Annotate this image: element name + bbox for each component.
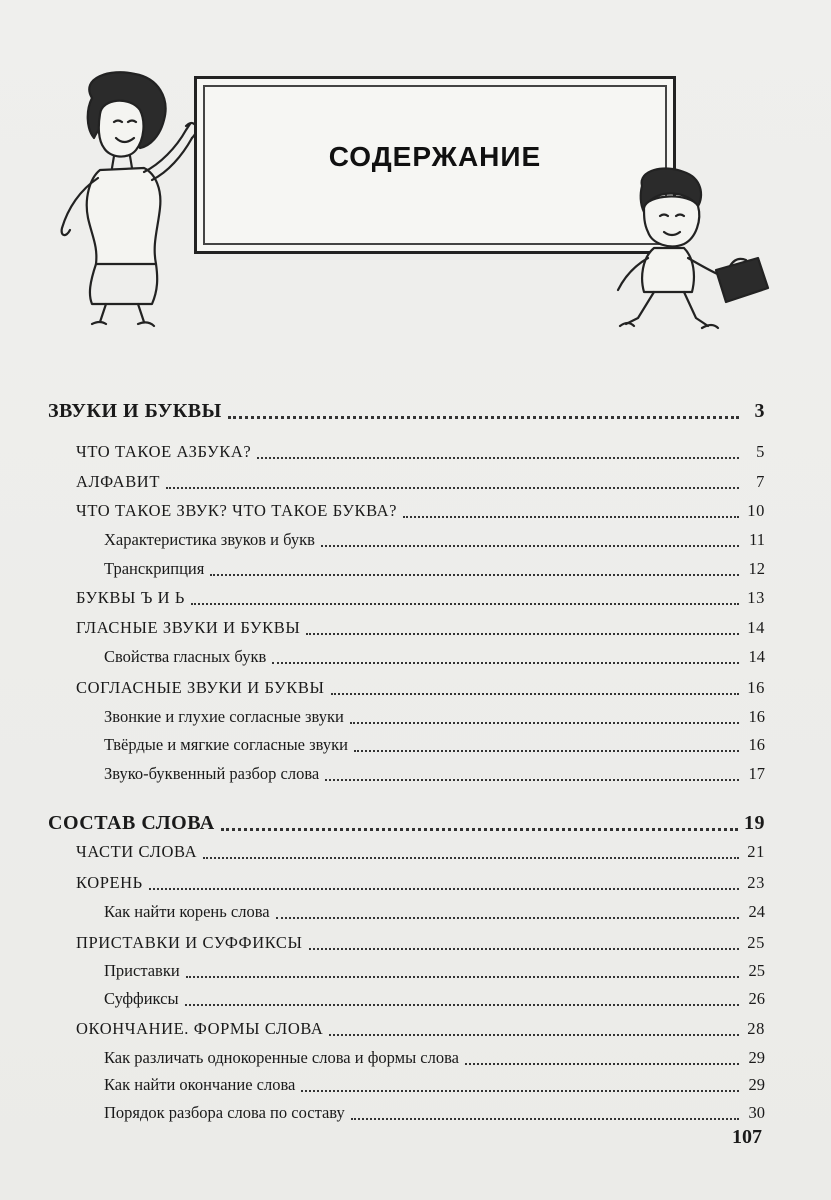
dot-leader: [228, 396, 739, 419]
toc-page-number: 10: [747, 500, 765, 520]
toc-entry-title: ЧТО ТАКОЕ ЗВУК? ЧТО ТАКОЕ БУКВА?: [76, 500, 398, 520]
toc-page-number: 19: [744, 812, 765, 834]
toc-page-number: 23: [747, 872, 765, 892]
toc-entry-title: СОСТАВ СЛОВА: [48, 812, 215, 834]
toc-section-heading: [48, 806, 765, 835]
toc-entry-title: ЧАСТИ СЛОВА: [76, 841, 198, 861]
dot-leader: [257, 440, 739, 459]
toc-page-number: 14: [748, 646, 765, 666]
toc-subtopic-row: [104, 898, 765, 922]
toc-subtopic-row: [104, 1071, 765, 1095]
dot-leader: [166, 470, 739, 489]
toc-entry-title: АЛФАВИТ: [76, 471, 161, 491]
teacher-illustration: [40, 68, 215, 336]
toc-chapter-row: [76, 1015, 765, 1039]
dot-leader: [306, 616, 739, 635]
toc-chapter-row: [76, 869, 765, 893]
toc-page-number: 12: [748, 558, 765, 578]
dot-leader: [350, 705, 739, 724]
toc-entry-title: СОГЛАСНЫЕ ЗВУКИ И БУКВЫ: [76, 677, 325, 697]
toc-entry-title: Как различать однокоренные слова и формы слова: [104, 1047, 459, 1067]
toc-page-number: 16: [747, 677, 765, 697]
toc-entry-title: Звуко-буквенный разбор слова: [104, 763, 320, 783]
toc-entry-title: Свойства гласных букв: [104, 646, 267, 666]
dot-leader: [403, 499, 739, 518]
toc-entry-title: ПРИСТАВКИ И СУФФИКСЫ: [76, 932, 303, 952]
header-illustration: [0, 0, 831, 380]
toc-page-number: 28: [747, 1018, 765, 1038]
toc-page-number: 16: [748, 734, 765, 754]
toc-entry-title: ЗВУКИ И БУКВЫ: [48, 400, 222, 422]
toc-entry-title: ЧТО ТАКОЕ АЗБУКА?: [76, 441, 252, 461]
dot-leader: [185, 987, 739, 1006]
toc-page-number: 17: [748, 763, 765, 783]
toc-page-number: 24: [748, 901, 765, 921]
toc-entry-title: Порядок разбора слова по составу: [104, 1102, 345, 1122]
toc-chapter-row: [76, 929, 765, 953]
toc-page-number: 21: [747, 841, 765, 861]
toc-entry-title: КОРЕНЬ: [76, 872, 143, 892]
toc-page-number: 26: [748, 988, 765, 1008]
toc-subtopic-row: [104, 555, 765, 579]
toc-entry-title: Приставки: [104, 960, 180, 980]
dot-leader: [203, 840, 739, 859]
dot-leader: [186, 959, 739, 978]
toc-subtopic-row: [104, 1099, 765, 1123]
dot-leader: [276, 900, 739, 919]
toc-page-number: 30: [748, 1102, 765, 1122]
toc-entry-title: Суффиксы: [104, 988, 179, 1008]
dot-leader: [272, 645, 739, 664]
toc-chapter-row: [76, 497, 765, 521]
page-title: СОДЕРЖАНИЕ: [328, 141, 542, 172]
dot-leader: [301, 1073, 739, 1092]
dot-leader: [325, 762, 739, 781]
toc-page-number: 7: [756, 471, 765, 491]
toc-entry-title: Как найти корень слова: [104, 901, 270, 921]
toc-page-number: 16: [748, 706, 765, 726]
toc-page-number: 11: [749, 529, 765, 549]
toc-page-number: 3: [754, 400, 765, 422]
toc-subtopic-row: [104, 731, 765, 755]
toc-page-number: 14: [747, 617, 765, 637]
dot-leader: [210, 557, 739, 576]
toc-chapter-row: [76, 838, 765, 862]
toc-section-heading: [48, 394, 765, 423]
toc-chapter-row: [76, 438, 765, 462]
toc-subtopic-row: [104, 1044, 765, 1068]
toc-page-number: 29: [748, 1074, 765, 1094]
dot-leader: [309, 931, 740, 950]
dot-leader: [351, 1101, 739, 1120]
dot-leader: [331, 676, 740, 695]
toc-entry-title: БУКВЫ Ъ И Ь: [76, 587, 185, 607]
student-boy-illustration: [598, 162, 778, 342]
toc-entry-title: Как найти окончание слова: [104, 1074, 296, 1094]
toc-entry-title: ОКОНЧАНИЕ. ФОРМЫ СЛОВА: [76, 1018, 324, 1038]
toc-entry-title: ГЛАСНЫЕ ЗВУКИ И БУКВЫ: [76, 617, 301, 637]
toc-chapter-row: [76, 584, 765, 608]
toc-subtopic-row: [104, 957, 765, 981]
toc-page-number: 29: [748, 1047, 765, 1067]
toc-page-number: 5: [756, 441, 765, 461]
toc-subtopic-row: [104, 643, 765, 667]
dot-leader: [465, 1046, 739, 1065]
dot-leader: [149, 871, 739, 890]
toc-subtopic-row: [104, 985, 765, 1009]
page-number: 107: [732, 1126, 762, 1148]
toc-chapter-row: [76, 468, 765, 492]
toc-entry-title: Твёрдые и мягкие согласные звуки: [104, 734, 348, 754]
dot-leader: [354, 733, 739, 752]
toc-page-number: 25: [748, 960, 765, 980]
toc-entry-title: Транскрипция: [104, 558, 205, 578]
dot-leader: [191, 586, 739, 605]
toc-entry-title: Звонкие и глухие согласные звуки: [104, 706, 344, 726]
toc-subtopic-row: [104, 760, 765, 784]
dot-leader: [329, 1017, 739, 1036]
dot-leader: [221, 808, 738, 831]
toc-chapter-row: [76, 674, 765, 698]
toc-chapter-row: [76, 614, 765, 638]
toc-page-number: 13: [747, 587, 765, 607]
toc-subtopic-row: [104, 703, 765, 727]
toc-entry-title: Характеристика звуков и букв: [104, 529, 315, 549]
toc-subtopic-row: [104, 526, 765, 550]
toc-page-number: 25: [747, 932, 765, 952]
dot-leader: [321, 528, 739, 547]
